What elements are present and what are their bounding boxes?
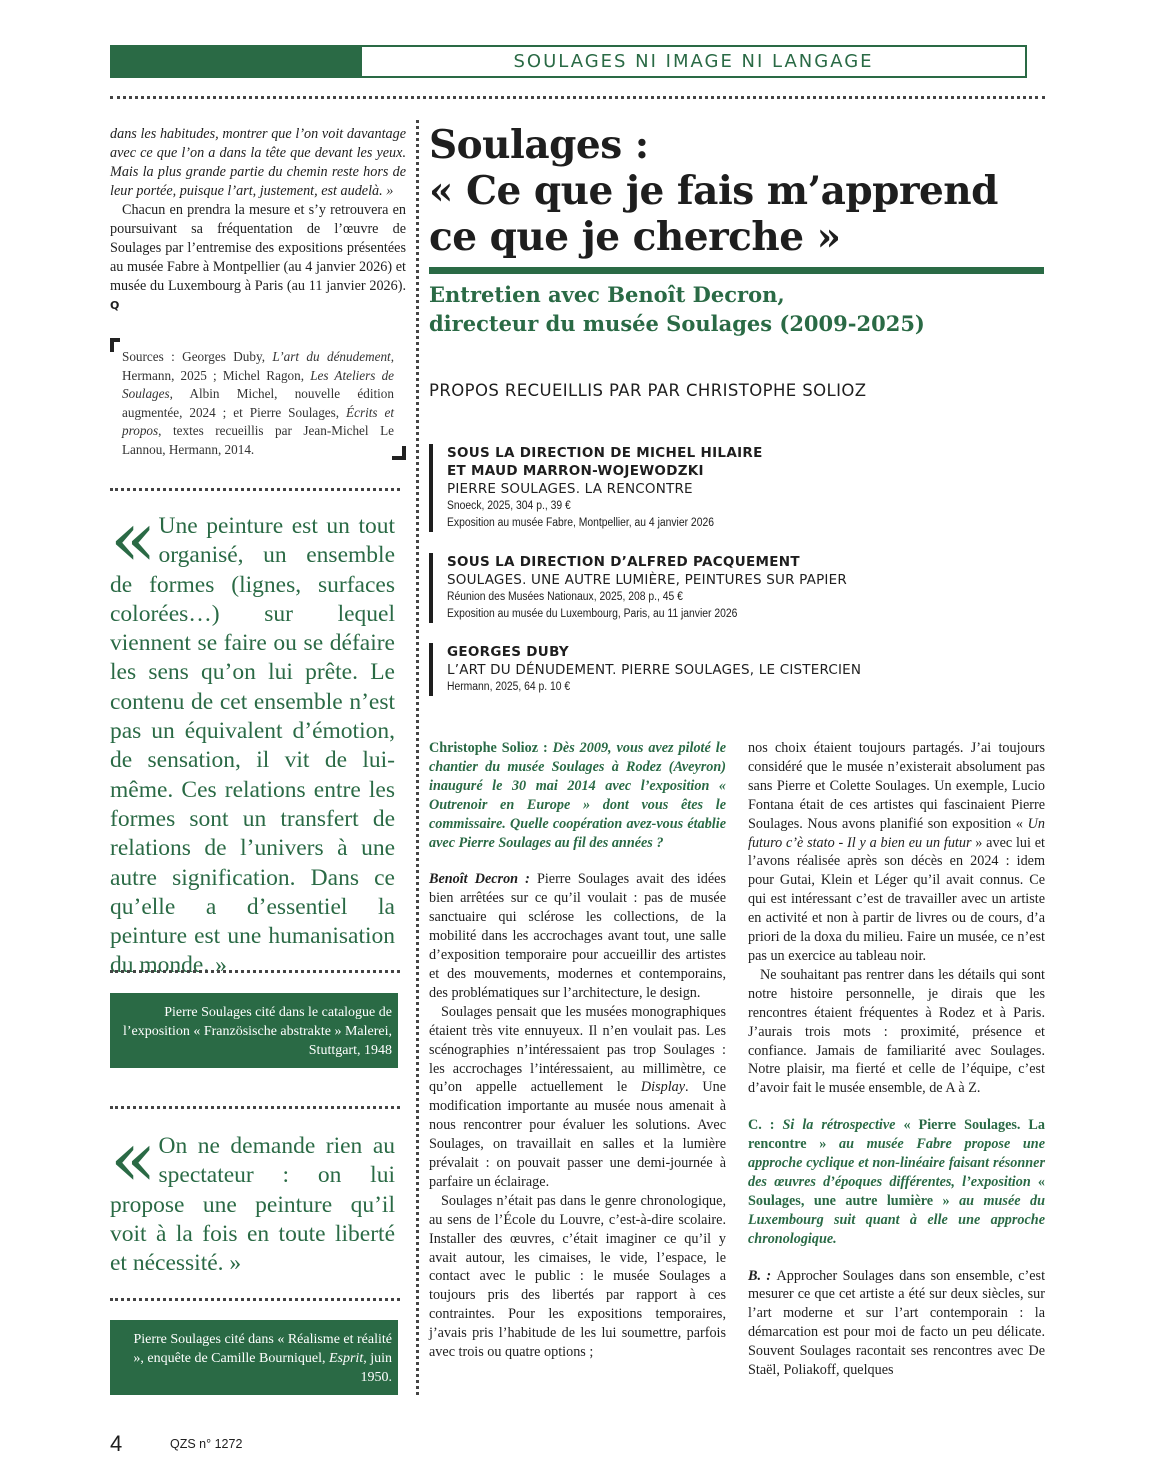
article-title: [429, 122, 1029, 260]
subtitle-line-1: Entretien avec Benoît Decron,: [429, 282, 785, 307]
book-2-publisher: Réunion des Musées Nationaux, 2025, 208 p., 45 €: [447, 591, 683, 603]
answer-1: [429, 870, 726, 1002]
article-subtitle: [429, 280, 1044, 338]
book-2-note: Exposition au musée du Luxembourg, Paris, au 11 janvier 2026: [447, 608, 738, 620]
answer-2: [748, 1267, 1045, 1380]
article-column-2: [748, 739, 1045, 1380]
caption-2-text-2: , juin 1950.: [360, 1351, 392, 1385]
paragraph-col1-3: Soulages n’était pas dans le genre chronologique, au sens de l’École du Louvre, c’est-à-dire scolaire. Installer des œuvres, c’était imaginer ce qu’il y avait autour, les cimaises, le vide, l’espace, le contact avec le public : le musée Soulages a toujours pris des libertés par rapport à ces contraintes. Pour les expositions temporaires, j’avais pris l’habitude de les lui soumettre, parfois avec trois ou quatre options ;: [429, 1192, 726, 1361]
paragraph-col2-2: Ne souhaitant pas rentrer dans les détails qui sont notre histoire personnelle, je dirais que les rencontres étaient fréquentes à Rodez et à Paris. J’aurais trois mots : proximité, présence et confiance. Jamais de familiarité avec Soulages. Notre plaisir, ma fierté et celle de l’équipe, c’est d’avoir fait le musée ensemble, de A à Z.: [748, 966, 1045, 1097]
caption-2-journal: Esprit: [328, 1351, 364, 1366]
left-dotted-divider-1: [110, 488, 400, 491]
page-number: 4: [110, 1431, 123, 1456]
sources-title-2: Les Ateliers de Soulages: [122, 367, 395, 401]
answer-1-text: Pierre Soulages avait des idées bien arrêtées sur ce qu’il voulait : pas de musée sanctuaire qui sclérose les collections, de la mobilité dans les accrochages avant tout, une salle d’exposition temporaire pour accueillir des artistes et des mouvements, modernes et contemporains, des problématiques sur l’architecture, le design.: [429, 871, 726, 1001]
title-line-1: Soulages :: [429, 122, 649, 168]
sources-title-1: L’art du dénudement: [272, 349, 391, 364]
paragraph-col2-1: [748, 739, 1045, 966]
article-column-1: [429, 739, 726, 1362]
caption-2-text-1: Pierre Soulages cité dans « Réalisme et réalité », enquête de Camille Bourniquel,: [133, 1332, 392, 1366]
title-line-3: ce que je cherche »: [429, 214, 841, 260]
quote-mark-icon: «: [110, 494, 157, 583]
book-2-title: SOULAGES. UNE AUTRE LUMIÈRE, PEINTURES SUR PAPIER: [447, 572, 847, 588]
question-2-text-a: Si la rétrospective: [782, 1117, 904, 1134]
question-2: [748, 1116, 1045, 1248]
answer-2-speaker: B. :: [748, 1267, 777, 1284]
pull-quote-1-text: Une peinture est un tout organisé, un ensemble de formes (lignes, surfaces colorées…) sur lequel viennent se faire ou se défaire les sens qu’on lui prête. Le contenu de cet ensemble n’est pas un équivalent d’émotion, de sensation, il vit de lui-même. Ces relations entre les formes sont un transfert de relations de l’univers à une autre signification. Dans ce qu’elle a d’essentiel la peinture est une humanisation du monde. »: [110, 513, 395, 979]
question-1-text: Dès 2009, vous avez piloté le chantier du musée Soulages à Rodez (Aveyron) inauguré le 30 mai 2014 avec l’exposition « Outrenoir en Europe » dont vous êtes le commissaire. Quelle coopération avez-vous établie avec Pierre Soulages au fil des années ?: [429, 740, 726, 851]
section-title: SOULAGES NI IMAGE NI LANGAGE: [513, 51, 874, 72]
pull-quote-2-text: On ne demande rien au spectateur : on lui propose une peinture qu’il voit à la fois en toute liberté et nécessité. »: [110, 1133, 395, 1277]
sources-title-3: Écrits et propos: [122, 404, 394, 438]
byline: PROPOS RECUEILLIS PAR PAR CHRISTOPHE SOLIOZ: [429, 381, 867, 400]
question-2-text-e: au musée du Luxembourg suit quant à elle une approche chronologique.: [748, 1192, 1045, 1247]
sources-text-2: , Hermann, 2025 ; Michel Ragon,: [122, 349, 394, 383]
book-reference-1: [429, 444, 769, 532]
sources-text-3: , Albin Michel, nouvelle édition augmentée, 2024 ; et Pierre Soulages,: [122, 386, 394, 420]
book-1-publisher: Snoeck, 2025, 304 p., 39 €: [447, 500, 571, 512]
paragraph-col1-2-text-a: Soulages pensait que les musées monographiques étaient très vite ennuyeux. Il n’en voulait pas. Les scénographies n’intéressaient pas trop Soulages : les accrochages l’intéressaient, au millimètre, ce qu’on appelle actuellement le: [429, 1003, 726, 1096]
left-dotted-divider-4: [110, 1298, 400, 1301]
sources-text-1: Sources : Georges Duby,: [122, 349, 273, 364]
sources-note: [112, 340, 404, 459]
book-1-note: Exposition au musée Fabre, Montpellier, au 4 janvier 2026: [447, 517, 714, 529]
section-header-band: [110, 45, 1027, 78]
quote-mark-icon: «: [110, 1114, 157, 1203]
question-2-exhibition-2: « Soulages, une autre lumière »: [748, 1173, 1045, 1209]
paragraph-col2-1-text-b: » avec lui et l’avons réalisée après son décès en 2024 : idem pour Gutai, Klein et Léger qu’il avait connus. Ce qui est intéressant c’est de travailler avec un artiste en activité et non à partir de livres ou de cours, d’a priori de la doxa du milieu. Faire un musée, ce n’est pas un exercice au tableau noir.: [748, 834, 1045, 964]
exhibition-title: Un futuro c’è stato - Il y a bien eu un futur: [748, 815, 1045, 851]
book-reference-3: [429, 643, 899, 696]
header-color-block: [112, 47, 362, 76]
issue-number: QZS n° 1272: [170, 1437, 243, 1451]
left-intro-text: [110, 125, 406, 315]
pull-quote-2: [110, 1114, 395, 1278]
sources-corner-bottom-right: [392, 446, 406, 460]
book-3-title: L’ART DU DÉNUDEMENT. PIERRE SOULAGES, LE CISTERCIEN: [447, 662, 862, 678]
header-dotted-divider: [110, 96, 1045, 99]
paragraph-col1-2: [429, 1003, 726, 1192]
book-3-publisher: Hermann, 2025, 64 p. 10 €: [447, 681, 571, 693]
column-dotted-divider: [416, 120, 419, 1395]
book-2-direction: SOUS LA DIRECTION D’ALFRED PACQUEMENT: [447, 554, 800, 570]
paragraph-col1-2-term: Display: [640, 1079, 686, 1096]
title-underline-rule: [429, 267, 1044, 274]
title-line-2: « Ce que je fais m’apprend: [429, 168, 998, 214]
answer-2-text: Approcher Soulages dans son ensemble, c’est mesurer ce que cet artiste a été sur deux siècles, sur l’art moderne et sur l’art contemporain : la démarcation est pour moi de facto un peu délicate. Souvent Soulages racontait ses rencontres avec De Staël, Poliakoff, quelques: [748, 1267, 1046, 1379]
pull-quote-1: [110, 494, 395, 981]
book-reference-2: [429, 553, 929, 623]
question-2-text-c: au musée Fabre propose une approche cyclique et non-linéaire faisant résonner des œuvres d’époques différentes, l’exposition: [748, 1136, 1045, 1190]
end-mark-icon: Q: [110, 299, 120, 312]
paragraph-col1-2-text-b: . Une modification importante au musée nous amenait à nous rencontrer pour évaluer les solutions. Avec Soulages, on travaillait en salles et la lumière prévalait : on pouvait passer une demi-journée à parfaire un éclairage.: [429, 1079, 726, 1190]
book-3-author: GEORGES DUBY: [447, 644, 569, 660]
left-dotted-divider-2: [110, 970, 400, 973]
question-1-speaker: Christophe Solioz :: [429, 740, 553, 756]
intro-paragraph-text: Chacun en prendra la mesure et s’y retrouvera en poursuivant sa fréquentation de l’œuvre de Soulages par l’entremise des expositions présentées au musée Fabre à Montpellier (au 4 janvier 2026) et musée du Luxembourg à Paris (au 11 janvier 2026).: [110, 202, 406, 294]
sources-text-4: , textes recueillis par Jean-Michel Le Lannou, Hermann, 2014.: [122, 423, 394, 457]
quote-2-attribution: [110, 1320, 398, 1395]
question-1: [429, 739, 726, 852]
quote-1-attribution: Pierre Soulages cité dans le catalogue de l’exposition « Französische abstrakte » Malerei, Stuttgart, 1948: [110, 993, 398, 1068]
paragraph-col2-1-text-a: nos choix étaient toujours partagés. J’ai toujours considéré que le musée n’existerait absolument pas sans Pierre et Colette Soulages. Un exemple, Lucio Fontana était de ces artistes qui fascinaient Pierre Soulages. Nous avons planifié son exposition «: [748, 740, 1045, 832]
intro-italic-paragraph: dans les habitudes, montrer que l’on voit davantage avec ce que l’on a dans la tête que devant les yeux. Mais la plus grande partie du chemin reste hors de leur portée, puisque l’art, justement, est audelà. »: [110, 126, 406, 199]
left-dotted-divider-3: [110, 1106, 400, 1109]
answer-1-speaker: Benoît Decron :: [429, 871, 537, 888]
question-2-speaker: C. :: [748, 1117, 783, 1134]
question-2-exhibition-1: « Pierre Soulages. La rencontre »: [748, 1117, 1045, 1153]
book-1-title: PIERRE SOULAGES. LA RENCONTRE: [447, 481, 693, 497]
subtitle-line-2: directeur du musée Soulages (2009-2025): [429, 311, 925, 336]
intro-paragraph: [110, 201, 406, 315]
book-1-direction: SOUS LA DIRECTION DE MICHEL HILAIRE ET MAUD MARRON-WOJEWODZKI: [447, 445, 763, 479]
